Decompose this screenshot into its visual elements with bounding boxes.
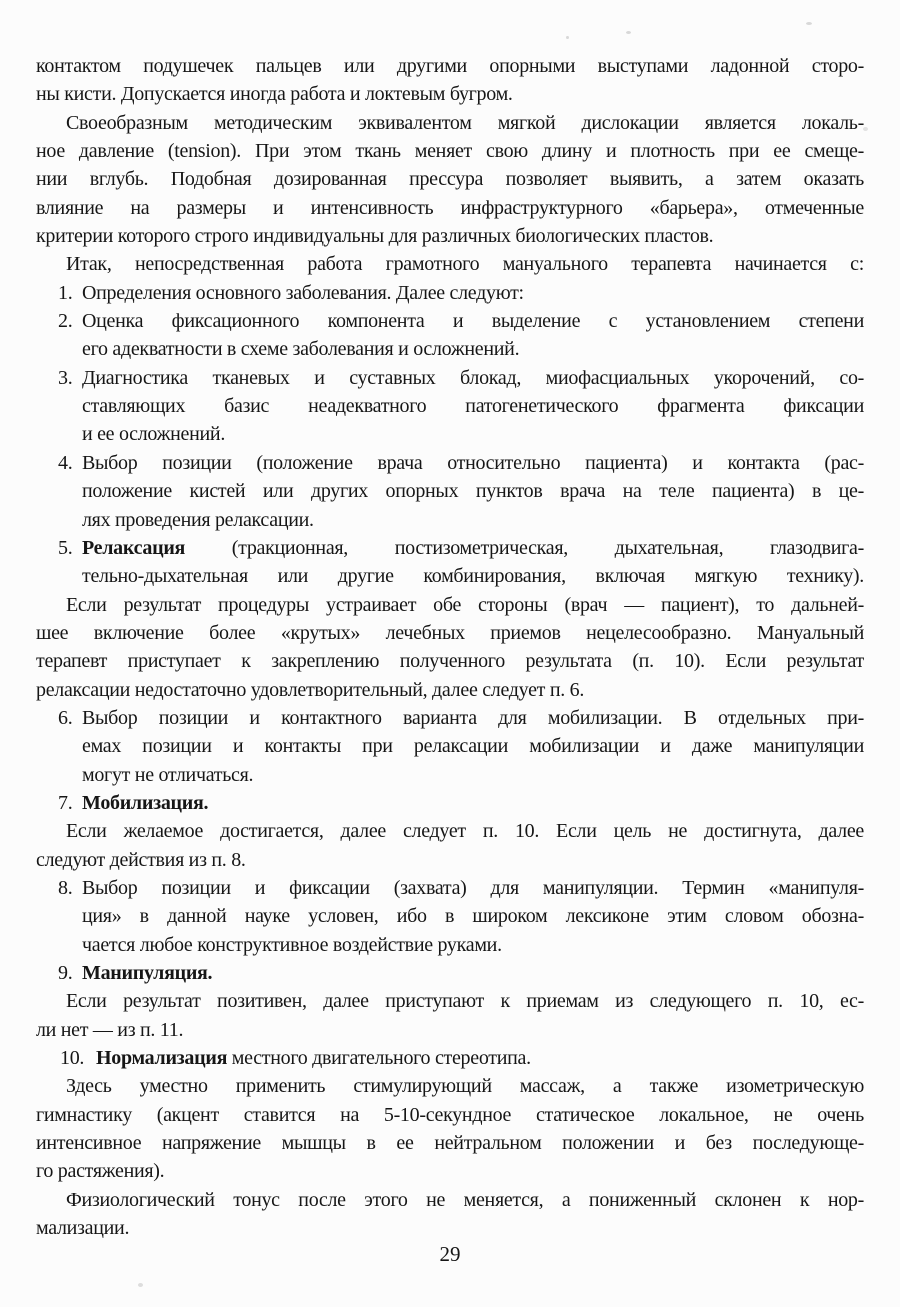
text-segment: Выбор позиции и фиксации (захвата) для манипуляции. Термин «манипуля- <box>82 876 864 899</box>
list-item <box>58 449 864 534</box>
list-item <box>58 704 864 789</box>
text-segment: местного двигательного стереотипа. <box>227 1047 531 1070</box>
list-item <box>58 789 864 817</box>
text-segment: тельно-дыхательная или другие комбинирования, включая мягкую технику). <box>82 565 864 588</box>
list-item-number: 9. <box>58 962 73 984</box>
text-segment: Итак, непосредственная работа грамотного мануального терапевта начинается с: <box>66 253 864 276</box>
text-segment: ставляющих базис неадекватного патогенетического фрагмента фиксации <box>82 395 864 418</box>
text-segment: мализации. <box>36 1217 130 1240</box>
text-line <box>36 80 864 108</box>
text-line <box>82 506 864 534</box>
text-line <box>82 761 864 789</box>
text-line <box>82 392 864 420</box>
text-segment: ция» в данной науке условен, ибо в широком лексиконе этим словом обозна- <box>82 905 864 928</box>
text-segment: Физиологический тонус после этого не меняется, а пониженный склонен к нор- <box>66 1188 864 1211</box>
text-segment: (тракционная, постизометрическая, дыхательная, глазодвига- <box>185 536 864 559</box>
text-line <box>36 647 864 675</box>
text-content <box>36 52 864 1242</box>
text-segment: емах позиции и контакты при релаксации мобилизации и даже манипуляции <box>82 735 864 758</box>
text-segment: Если результат позитивен, далее приступают к приемам из следующего п. 10, ес- <box>66 990 864 1013</box>
text-segment: контактом подушечек пальцев или другими опорными выступами ладонной сторо- <box>36 55 864 77</box>
text-segment: влияние на размеры и интенсивность инфраструктурного «барьера», отмеченные <box>36 196 864 219</box>
text-line <box>58 959 864 987</box>
text-line <box>36 591 864 619</box>
text-line <box>36 194 864 222</box>
text-line <box>58 874 864 902</box>
list-item <box>58 874 864 959</box>
text-line <box>36 250 864 278</box>
list-item-number: 5. <box>58 536 73 559</box>
text-line <box>82 732 864 760</box>
text-segment: могут не отличаться. <box>82 763 254 786</box>
emphasis-text: Релаксация <box>82 536 186 559</box>
page-number: 29 <box>439 1242 461 1266</box>
text-segment: го растяжения). <box>36 1160 165 1183</box>
text-line <box>36 1157 864 1185</box>
text-line <box>58 704 864 732</box>
scan-speck <box>138 1283 143 1287</box>
paragraph <box>36 52 864 109</box>
text-segment: шее включение более «крутых» лечебных приемов нецелесообразно. Мануальный <box>36 621 864 644</box>
list-item <box>58 364 864 449</box>
text-segment: положение кистей или других опорных пунктов врача на теле пациента) в це- <box>82 480 864 503</box>
list-item-number: 4. <box>58 451 73 474</box>
list-item-number: 8. <box>58 876 73 899</box>
text-line <box>82 420 864 448</box>
text-segment: критерии которого строго индивидуальны для различных биологических пластов. <box>36 225 714 248</box>
text-segment: ное давление (tension). При этом ткань меняет свою длину и плотность при ее смеще- <box>36 140 864 163</box>
scan-speck <box>806 22 812 25</box>
text-segment: Если желаемое достигается, далее следует п. 10. Если цель не достигнута, далее <box>66 820 864 843</box>
text-segment: Выбор позиции и контактного варианта для мобилизации. В отдельных при- <box>82 706 864 729</box>
text-line <box>36 1072 864 1100</box>
text-segment: Оценка фиксационного компонента и выделение с установлением степени <box>82 310 864 333</box>
emphasis-text: Манипуляция. <box>82 962 213 984</box>
text-line <box>58 534 864 562</box>
text-line <box>82 477 864 505</box>
text-segment: ли нет — из п. 11. <box>36 1018 184 1041</box>
text-segment: Диагностика тканевых и суставных блокад, миофасциальных укорочений, со- <box>82 366 864 389</box>
text-line <box>58 279 864 307</box>
list-item-number: 1. <box>58 281 73 304</box>
paragraph <box>36 987 864 1044</box>
list-item <box>60 1044 864 1072</box>
text-line <box>58 449 864 477</box>
paragraph <box>36 109 864 251</box>
text-segment: ны кисти. Допускается иногда работа и локтевым бугром. <box>36 83 513 106</box>
text-line <box>36 846 864 874</box>
text-line <box>58 789 864 817</box>
text-line <box>36 222 864 250</box>
emphasis-text: Нормализация <box>96 1047 228 1070</box>
text-line <box>60 1044 864 1072</box>
list-item-number: 6. <box>58 706 73 729</box>
text-segment: интенсивное напряжение мышцы в ее нейтральном положении и без последующе- <box>36 1132 864 1155</box>
text-line <box>36 987 864 1015</box>
text-line <box>82 902 864 930</box>
text-line <box>36 165 864 193</box>
text-segment: следуют действия из п. 8. <box>36 848 246 871</box>
text-segment: гимнастику (акцент ставится на 5-10-секундное статическое локальное, не очень <box>36 1103 864 1126</box>
text-line <box>36 676 864 704</box>
list-item-number: 10. <box>60 1047 85 1070</box>
text-segment: Здесь уместно применить стимулирующий массаж, а также изометрическую <box>66 1075 864 1098</box>
text-line <box>58 364 864 392</box>
paragraph <box>36 250 864 278</box>
text-line <box>36 52 864 80</box>
text-segment: его адекватности в схеме заболевания и осложнений. <box>82 338 520 361</box>
text-segment: чается любое конструктивное воздействие руками. <box>82 933 502 956</box>
list-item <box>58 534 864 591</box>
list-item <box>58 307 864 364</box>
paragraph <box>36 1072 864 1185</box>
text-line <box>36 817 864 845</box>
text-segment: нии вглубь. Подобная дозированная прессура позволяет выявить, а затем оказать <box>36 168 864 191</box>
text-segment: Своеобразным методическим эквивалентом мягкой дислокации является локаль- <box>66 111 864 134</box>
list-item <box>58 279 864 307</box>
list-item-number: 2. <box>58 310 73 333</box>
emphasis-text: Мобилизация. <box>82 791 209 814</box>
text-segment: терапевт приступает к закреплению полученного результата (п. 10). Если результат <box>36 650 864 673</box>
list-item-number: 7. <box>58 791 73 814</box>
paragraph <box>36 591 864 704</box>
text-segment: Выбор позиции (положение врача относительно пациента) и контакта (рас- <box>82 451 864 474</box>
text-line <box>82 335 864 363</box>
text-line <box>36 1101 864 1129</box>
text-line <box>58 307 864 335</box>
text-segment: Если результат процедуры устраивает обе стороны (врач — пациент), то дальней- <box>66 593 864 616</box>
text-line <box>82 562 864 590</box>
scan-speck <box>566 36 569 39</box>
scan-speck <box>626 31 631 34</box>
text-line <box>82 931 864 959</box>
text-line <box>36 1186 864 1214</box>
paragraph <box>36 1186 864 1243</box>
text-line <box>36 1129 864 1157</box>
text-line <box>36 619 864 647</box>
text-segment: и ее осложнений. <box>82 423 226 446</box>
list-item-number: 3. <box>58 366 73 389</box>
text-segment: релаксации недостаточно удовлетворительный, далее следует п. 6. <box>36 678 585 701</box>
list-item <box>58 959 864 987</box>
text-line <box>36 1214 864 1242</box>
text-segment: лях проведения релаксации. <box>82 508 314 531</box>
text-line <box>36 137 864 165</box>
text-segment: Определения основного заболевания. Далее следуют: <box>82 281 524 304</box>
paragraph <box>36 817 864 874</box>
text-line <box>36 1016 864 1044</box>
text-line <box>36 109 864 137</box>
